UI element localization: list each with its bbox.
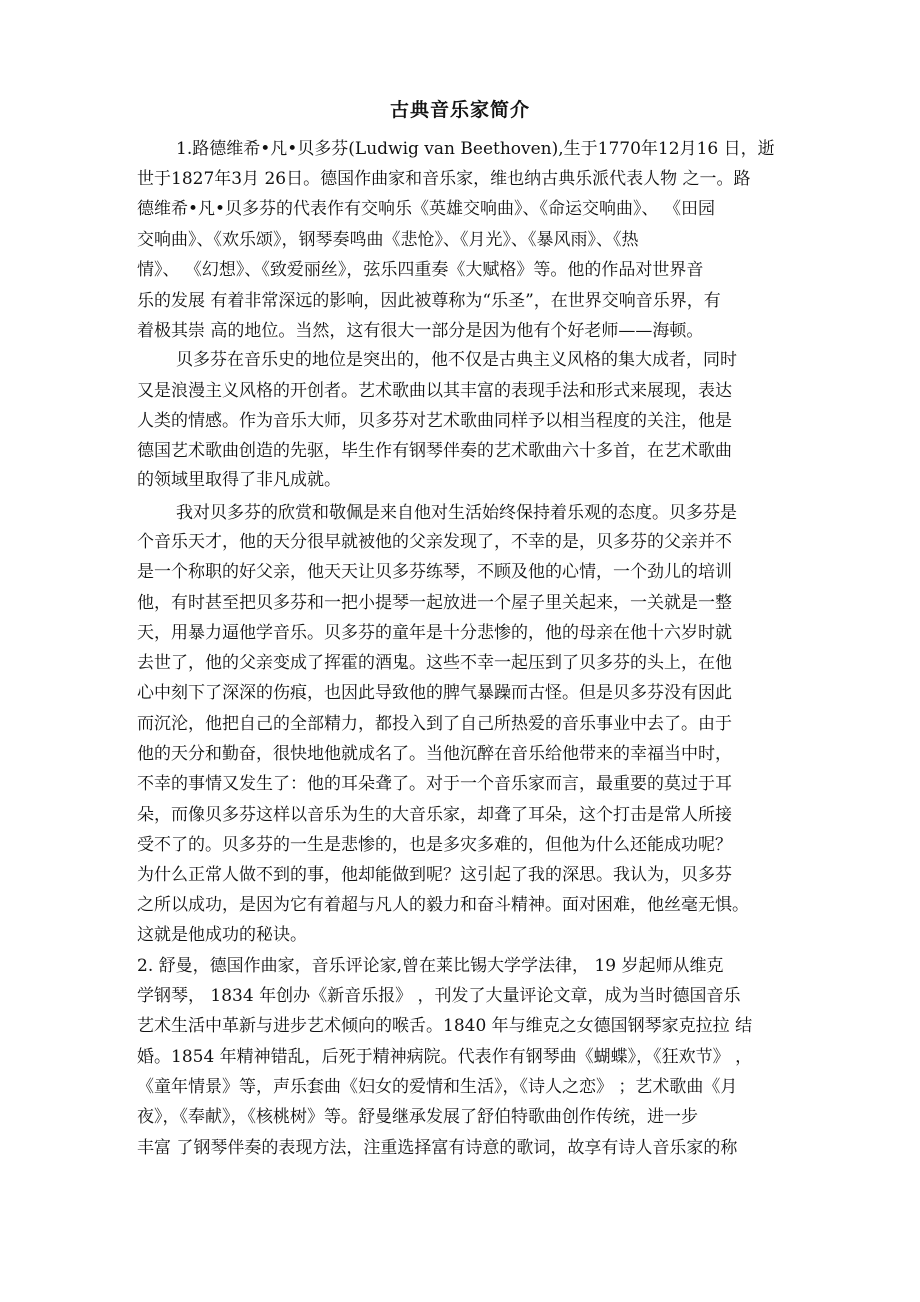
text-line: 学钢琴， 1834 年创办《新音乐报》 ，刊发了大量评论文章，成为当时德国音乐	[137, 986, 741, 1006]
text-line: 乐的发展 有着非常深远的影响，因此被尊称为“乐圣”，在世界交响音乐界，有	[137, 291, 721, 311]
text-line: 德国艺术歌曲创造的先驱，毕生作有钢琴伴奏的艺术歌曲六十多首，在艺术歌曲	[137, 441, 732, 461]
text-line: 情》、 《幻想》、《致爱丽丝》，弦乐四重奏《大赋格》等。他的作品对世界音	[137, 260, 704, 280]
text-line: 个音乐天才，他的天分很早就被他的父亲发现了，不幸的是，贝多芬的父亲并不	[137, 532, 732, 552]
text-line: 世于1827年3月 26日。德国作曲家和音乐家，维也纳古典乐派代表人物 之一。路	[137, 169, 751, 189]
text-line: 为什么正常人做不到的事，他却能做到呢？这引起了我的深思。我认为，贝多芬	[137, 865, 732, 885]
text-line: 心中刻下了深深的伤痕，也因此导致他的脾气暴躁而古怪。但是贝多芬没有因此	[137, 683, 732, 703]
text-line: 艺术生活中革新与进步艺术倾向的喉舌。1840 年与维克之女德国钢琴家克拉拉 结	[137, 1016, 753, 1036]
text-line: 又是浪漫主义风格的开创者。艺术歌曲以其丰富的表现手法和形式来展现，表达	[137, 381, 732, 401]
text-line: 2. 舒曼，德国作曲家，音乐评论家,曾在莱比锡大学学法律， 19 岁起师从维克	[137, 956, 724, 976]
text-line: 德维希•凡•贝多芬的代表作有交响乐《英雄交响曲》、《命运交响曲》、 《田园	[137, 199, 715, 219]
text-line: 人类的情感。作为音乐大师，贝多芬对艺术歌曲同样予以相当程度的关注，他是	[137, 411, 732, 431]
text-line: 之所以成功，是因为它有着超与凡人的毅力和奋斗精神。面对困难，他丝毫无惧。	[137, 895, 749, 915]
text-line: 天，用暴力逼他学音乐。贝多芬的童年是十分悲惨的，他的母亲在他十六岁时就	[137, 623, 732, 643]
text-line: 朵，而像贝多芬这样以音乐为生的大音乐家，却聋了耳朵，这个打击是常人所接	[137, 805, 732, 825]
text-line: 的领域里取得了非凡成就。	[137, 470, 341, 490]
text-line: 而沉沦，他把自己的全部精力，都投入到了自己所热爱的音乐事业中去了。由于	[137, 714, 732, 734]
text-line: 夜》，《奉献》，《核桃树》等。舒曼继承发展了舒伯特歌曲创作传统，进一步	[137, 1107, 698, 1127]
text-line: 婚。1854 年精神错乱，后死于精神病院。代表作有钢琴曲《蝴蝶》，《狂欢节》 ，	[137, 1047, 753, 1067]
text-line: 受不了的。贝多芬的一生是悲惨的，也是多灾多难的，但他为什么还能成功呢？	[137, 835, 732, 855]
text-line: 他，有时甚至把贝多芬和一把小提琴一起放进一个屋子里关起来，一关就是一整	[137, 593, 732, 613]
text-line: 丰富 了钢琴伴奏的表现方法，注重选择富有诗意的歌词，故享有诗人音乐家的称	[137, 1138, 738, 1158]
text-line: 《童年情景》等，声乐套曲《妇女的爱情和生活》，《诗人之恋》 ；艺术歌曲《月	[137, 1077, 738, 1097]
text-line: 我对贝多芬的欣赏和敬佩是来自他对生活始终保持着乐观的态度。贝多芬是	[176, 503, 737, 523]
text-line: 不幸的事情又发生了：他的耳朵聋了。对于一个音乐家而言，最重要的莫过于耳	[137, 774, 732, 794]
text-line: 着极其崇 高的地位。当然，这有很大一部分是因为他有个好老师——海顿。	[137, 321, 704, 341]
text-line: 交响曲》、《欢乐颂》，钢琴奏鸣曲《悲怆》、《月光》、《暴风雨》、《热	[137, 230, 639, 250]
text-line: 去世了，他的父亲变成了挥霍的酒鬼。这些不幸一起压到了贝多芬的头上，在他	[137, 653, 732, 673]
text-line: 贝多芬在音乐史的地位是突出的，他不仅是古典主义风格的集大成者，同时	[176, 350, 737, 370]
text-line: 1.路德维希•凡•贝多芬(Ludwig van Beethoven),生于1770年12月16 日，逝	[176, 139, 775, 159]
text-line: 是一个称职的好父亲，他天天让贝多芬练琴，不顾及他的心情，一个劲儿的培训	[137, 562, 732, 582]
page-title: 古典音乐家简介	[389, 99, 530, 121]
text-line: 这就是他成功的秘诀。	[137, 925, 307, 945]
text-line: 他的天分和勤奋，很快地他就成名了。当他沉醉在音乐给他带来的幸福当中时，	[137, 744, 732, 764]
